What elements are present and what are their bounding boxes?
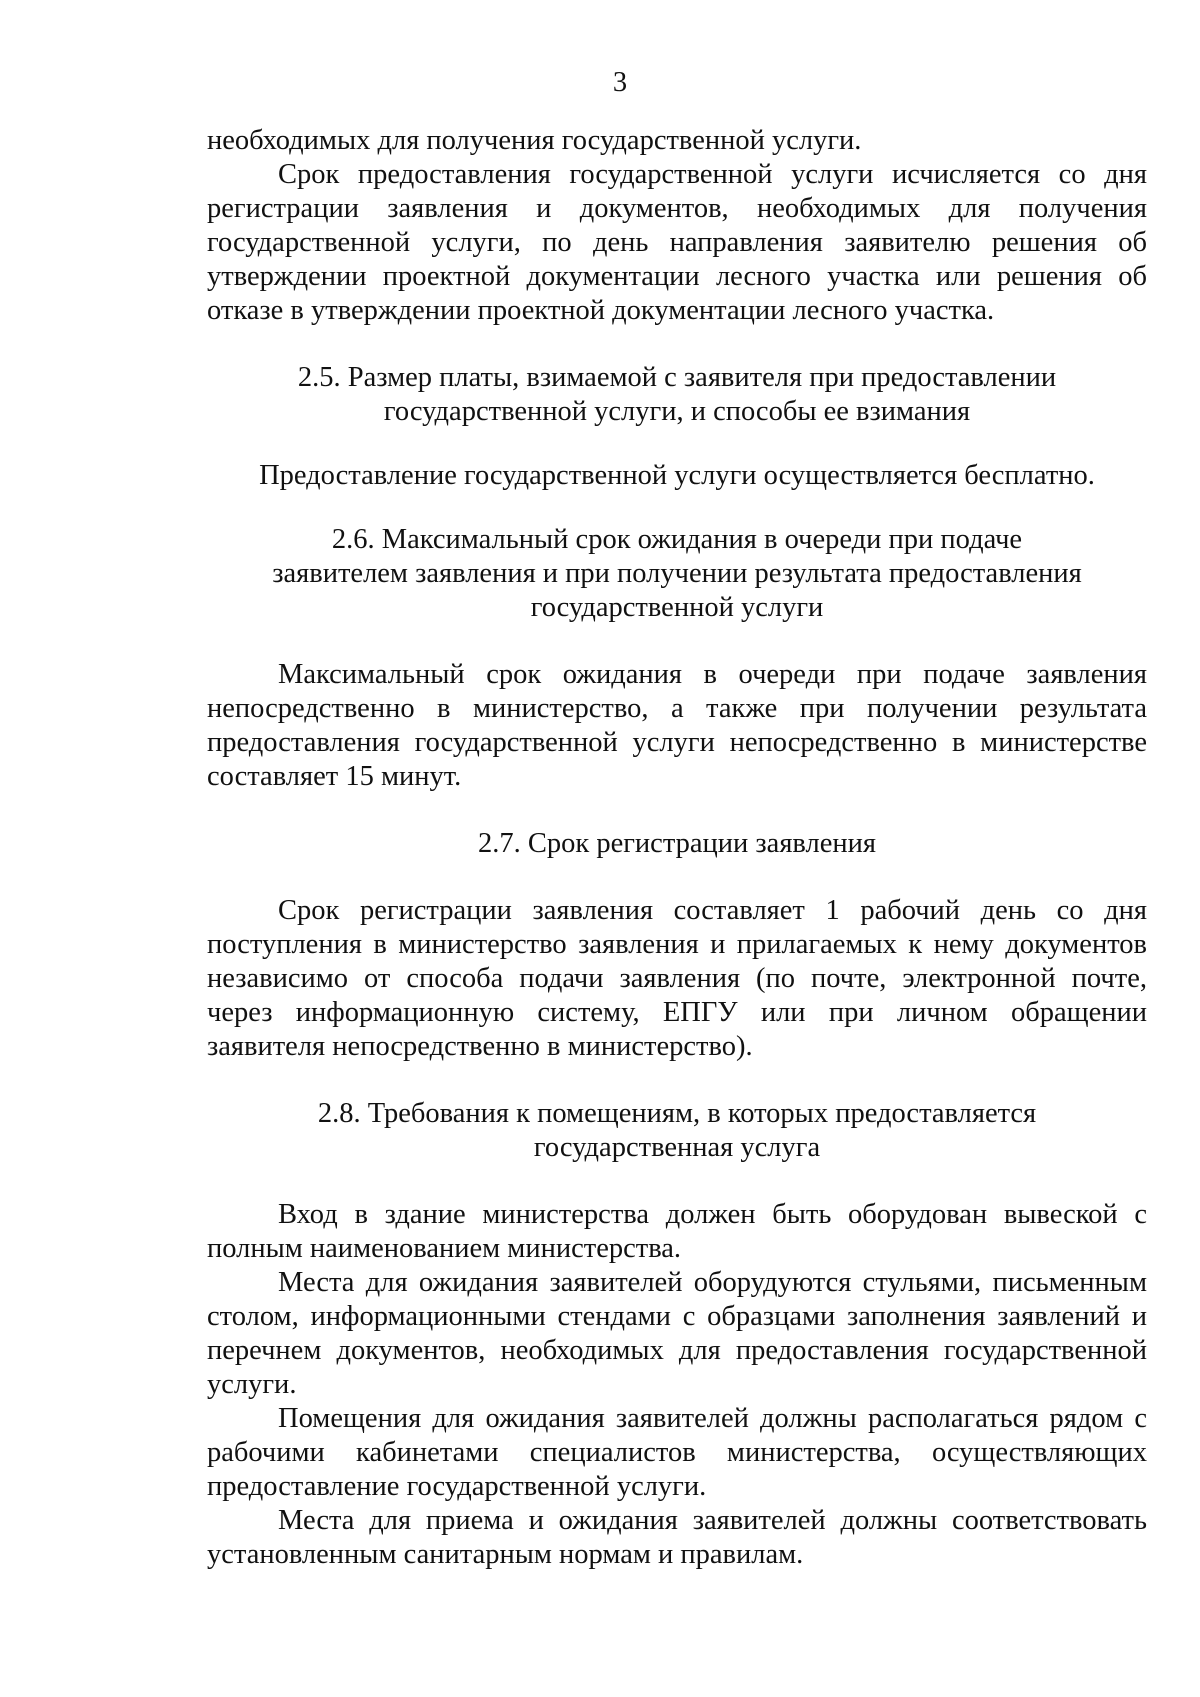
paragraph-waiting-places: Места для ожидания заявителей оборудуются стульями, письменным столом, информационными стендами с образцами заполнения заявлений и перечнем документов, необходимых для предоставления государственной услуги.: [207, 1267, 1147, 1400]
page-number: 3: [612, 67, 628, 98]
heading-line: государственной услуги: [530, 592, 824, 623]
heading-line: государственная услуга: [533, 1132, 821, 1163]
heading-line: 2.6. Максимальный срок ожидания в очереди при подаче: [331, 524, 1023, 555]
paragraph-registration-term: Срок регистрации заявления составляет 1 рабочий день со дня поступления в министерство заявления и прилагаемых к нему документов независимо от способа подачи заявления (по почте, электронной почте, через информационную систему, ЕПГУ или при личном обращении заявителя непосредственно в министерство).: [207, 895, 1147, 1062]
section-heading-2-5: [207, 361, 1147, 429]
section-heading-2-8: [207, 1097, 1147, 1165]
paragraph-building-entrance: Вход в здание министерства должен быть оборудован вывеской с полным наименованием министерства.: [207, 1199, 1147, 1264]
heading-line: заявителем заявления и при получении результата предоставления: [272, 558, 1082, 589]
heading-line: 2.8. Требования к помещениям, в которых предоставляется: [317, 1098, 1037, 1129]
heading-line: 2.5. Размер платы, взимаемой с заявителя при предоставлении: [297, 362, 1057, 393]
document-body: [207, 124, 1147, 1572]
paragraph-service-term: Срок предоставления государственной услуги исчисляется со дня регистрации заявления и документов, необходимых для получения государственной услуги, по день направления заявителю решения об утверждении проектной документации лесного участка или решения об отказе в утверждении проектной документации лесного участка.: [207, 159, 1147, 326]
paragraph-max-wait: Максимальный срок ожидания в очереди при подаче заявления непосредственно в министерство, а также при получении результата предоставления государственной услуги непосредственно в министерстве составляет 15 минут.: [207, 659, 1147, 792]
section-heading-2-7: 2.7. Срок регистрации заявления: [477, 828, 876, 859]
paragraph-continuation: необходимых для получения государственной услуги.: [207, 125, 862, 156]
paragraph-free-service: Предоставление государственной услуги осуществляется бесплатно.: [259, 460, 1095, 491]
heading-line: государственной услуги, и способы ее взимания: [383, 396, 971, 427]
paragraph-sanitary-norms: Места для приема и ожидания заявителей должны соответствовать установленным санитарным нормам и правилам.: [207, 1505, 1147, 1570]
section-heading-2-6: [207, 523, 1147, 625]
paragraph-waiting-rooms: Помещения для ожидания заявителей должны располагаться рядом с рабочими кабинетами специалистов министерства, осуществляющих предоставление государственной услуги.: [207, 1403, 1147, 1502]
